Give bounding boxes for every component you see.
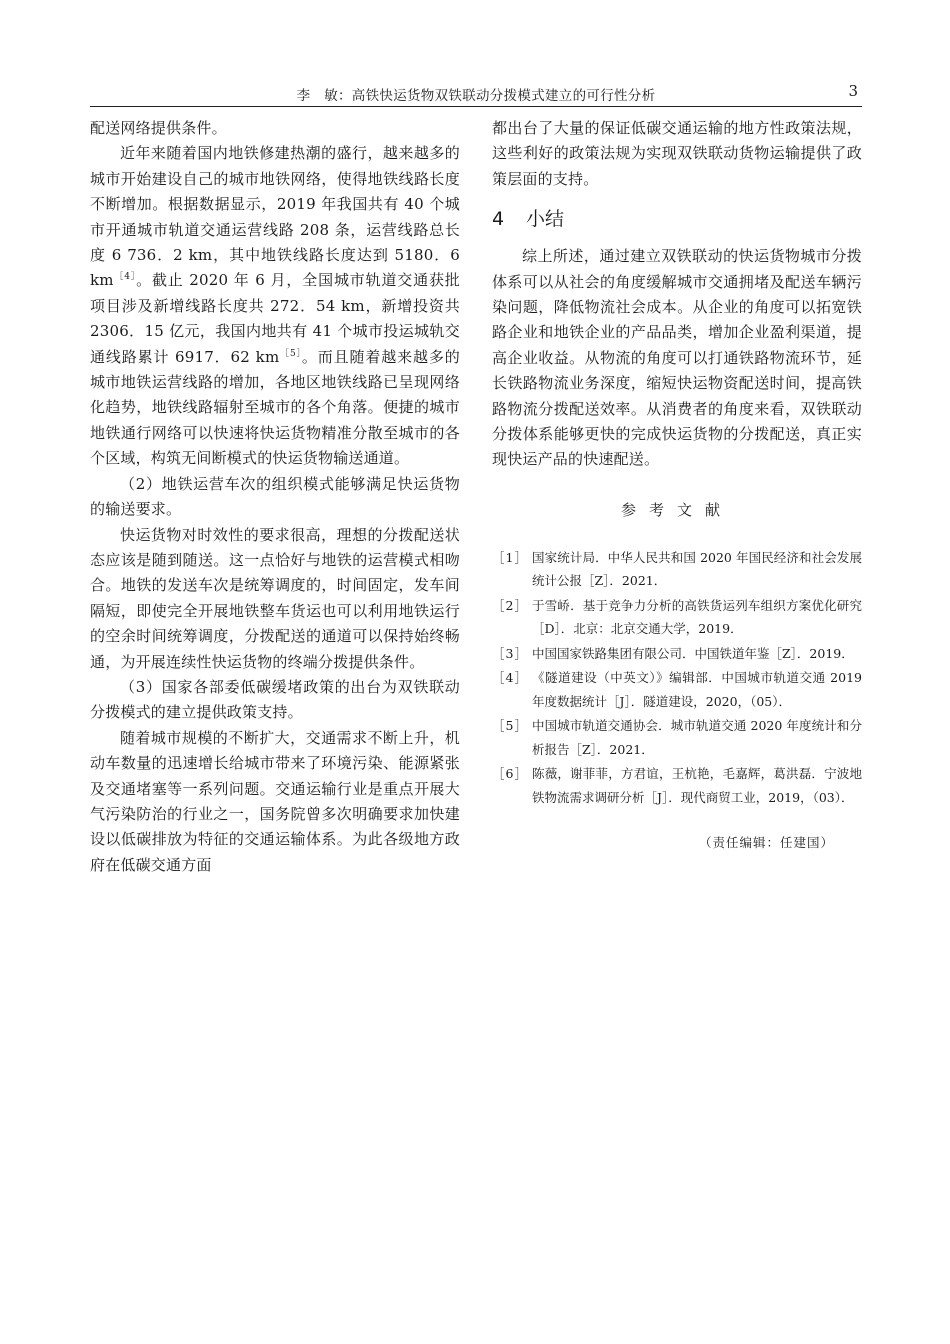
right-column: [492, 116, 862, 851]
reference-text: 于雪峤．基于竞争力分析的高铁货运列车组织方案优化研究［D］．北京：北京交通大学，2019．: [532, 597, 862, 637]
citation-ref-5: ［5］: [279, 348, 302, 359]
reference-text: 国家统计局．中华人民共和国 2020 年国民经济和社会发展统计公报［Z］．2021．: [532, 549, 862, 589]
reference-text: 《隧道建设（中英文）》编辑部．中国城市轨道交通 2019 年度数据统计［J］．隧道建设，2020，（05）．: [532, 670, 862, 709]
editor-note: （责任编辑：任建国）: [698, 835, 834, 851]
left-column: [90, 116, 460, 878]
references-title: 参考文献: [620, 500, 733, 519]
subpoint-3: （3）国家各部委低碳缓堵政策的出台为双铁联动分拨模式的建立提供政策支持。: [90, 677, 460, 722]
paragraph-text: 。而且随着越来越多的城市地铁运营线路的增加，各地区地铁线路已呈现网络化趋势，地铁线路辐射至城市的各个角落。便捷的城市地铁通行网络可以快速将快运货物精准分散至城市的各个区域，构筑无间断模式的快运货物输送通道。: [90, 347, 460, 468]
paragraph-text: 近年来随着国内地铁修建热潮的盛行，越来越多的城市开始建设自己的城市地铁网络，使得地铁线路长度不断增加。根据数据显示，2019 年我国共有 40 个城市开通城市轨道交通运营线路 208 条，运营线路总长度 6 736．2 km，其中地铁线路长度达到 5180．6 km: [90, 144, 460, 290]
paragraph: 快运货物对时效性的要求很高，理想的分拨配送状态应该是随到随送。这一点恰好与地铁的运营模式相吻合。地铁的发送车次是统筹调度的，时间固定，发车间隔短，即使完全开展地铁整车货运也可以利用地铁运行的空余时间统筹调度，分拨配送的通道可以保持始终畅通，为开展连续性快运货物的终端分拨提供条件。: [90, 525, 460, 671]
reference-item: [492, 762, 862, 809]
reference-text: 中国城市轨道交通协会．城市轨道交通 2020 年度统计和分析报告［Z］．2021．: [532, 718, 862, 757]
reference-item: [492, 666, 862, 713]
header-title: 李 敏：高铁快运货物双铁联动分拨模式建立的可行性分析: [296, 88, 656, 104]
reference-item: [492, 594, 862, 641]
reference-number: ［1］: [492, 549, 528, 565]
reference-list: [492, 546, 862, 810]
page-number: 3: [848, 82, 858, 100]
paragraph: 都出台了大量的保证低碳交通运输的地方性政策法规，这些利好的政策法规为实现双铁联动货物运输提供了政策层面的支持。: [492, 119, 862, 188]
reference-number: ［5］: [492, 718, 528, 734]
running-header: [90, 82, 862, 107]
reference-item: [492, 546, 862, 593]
reference-text: 中国国家铁路集团有限公司．中国铁道年鉴［Z］．2019．: [532, 645, 854, 661]
reference-number: ［6］: [492, 766, 528, 782]
section-number: 4: [492, 208, 505, 231]
reference-text: 陈薇，谢菲菲，方君谊，王杭艳，毛嘉辉，葛洪磊．宁波地铁物流需求调研分析［J］．现代商贸工业，2019，（03）．: [532, 766, 862, 805]
reference-item: [492, 642, 862, 666]
citation-ref-4: ［4］: [113, 272, 137, 283]
reference-number: ［3］: [492, 645, 528, 661]
paragraph-text: 。截止 2020 年 6 月，全国城市轨道交通获批项目涉及新增线路长度共 272．54 km，新增投资共 2306．15 亿元，我国内地共有 41 个城市投运城轨交通线路累计 6917．62 km: [90, 271, 461, 366]
paragraph: 配送网络提供条件。: [90, 119, 227, 137]
reference-item: [492, 714, 862, 761]
section-heading: [492, 206, 862, 232]
conclusion-paragraph: 综上所述，通过建立双铁联动的快运货物城市分拨体系可以从社会的角度缓解城市交通拥堵及配送车辆污染问题，降低物流社会成本。从企业的角度可以拓宽铁路企业和地铁企业的产品品类，增加企业盈利渠道，提高企业收益。从物流的角度可以打通铁路物流环节，延长铁路物流业务深度，缩短快运物资配送时间，提高铁路物流分拨配送效率。从消费者的角度来看，双铁联动分拨体系能够更快的完成快运货物的分拨配送，真正实现快运产品的快速配送。: [492, 247, 862, 469]
paragraph: 随着城市规模的不断扩大，交通需求不断上升，机动车数量的迅速增长给城市带来了环境污染、能源紧张及交通堵塞等一系列问题。交通运输行业是重点开展大气污染防治的行业之一，国务院曾多次明确要求加快建设以低碳排放为特征的交通运输体系。为此各级地方政府在低碳交通方面: [90, 728, 460, 874]
reference-number: ［4］: [492, 670, 528, 686]
paragraph-metro-growth: [90, 141, 460, 471]
section-title: 小结: [526, 208, 565, 231]
subpoint-2: （2）地铁运营车次的组织模式能够满足快运货物的输送要求。: [90, 474, 460, 519]
reference-number: ［2］: [492, 597, 528, 613]
